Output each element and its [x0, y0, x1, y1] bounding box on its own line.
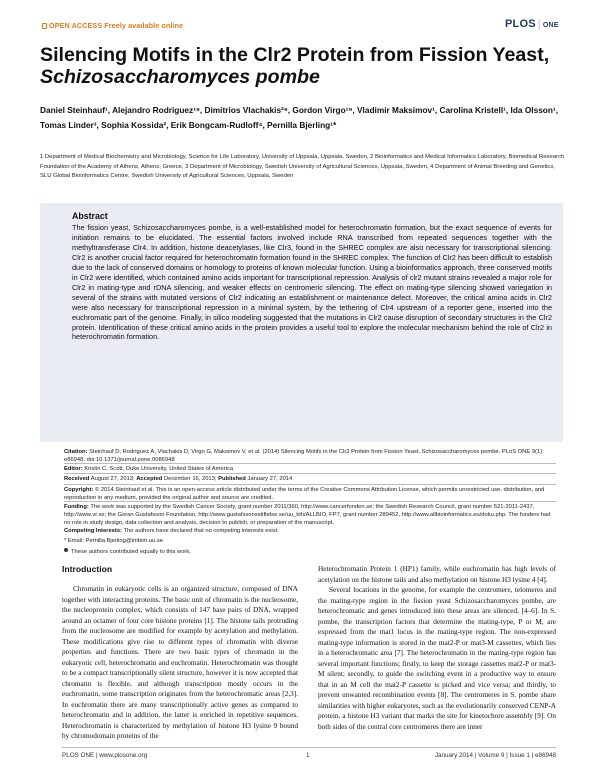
footer-journal[interactable]: PLOS ONE | www.plosone.org	[62, 752, 148, 759]
email[interactable]: * Email: Pernilla.Bjerling@imbim.uu.se	[64, 538, 163, 544]
bullet-icon	[64, 548, 68, 552]
footer-page-number: 1	[306, 752, 310, 759]
intro-left-column: Chromatin in eukaryotic cells is an organized structure, composed of DNA together with interacting proteins. The basic unit of chromatin is the nucleosome, the nucleoprotein complex, which consists of 147 base pairs of DNA, wrapped around an octamer of four core histone proteins [1]. The histone tails protruding from the nucleosome are modified for example by acetylation and methylation. These modifications give rise to different types of chromatin with diverse properties and functions. There are two basic types of chromatin in the eukaryotic cell, heterochromatin and euchromatin. Heterochromatin was thought to be a compact transcriptionally silent structure, however it is now accepted that chromatin is flexible, and although transcription mostly occurs in the euchromatin, some transcription originates from the heterochromatic areas [2,3]. In euchromatin there are many transcriptionally active genes as compared to heterochromatin and in addition, the latter is enriched in repetitive sequences. Heterochromatin is characterized by methylation of histone H3 lysine 9 bound by chromodomain proteins of the	[62, 585, 298, 741]
plos-one-logo[interactable]: PLOS | ONE	[505, 18, 559, 30]
title-species: Schizosaccharomyces pombe	[40, 66, 320, 88]
competing-interests: Competing Interests: The authors have declared that no competing interests exist.	[64, 528, 279, 534]
funding: Funding: The work was supported by the Swedish Cancer Society, grant number 2011/360, http://www.cancerfonden.se; the Swedish Research Council, grant number 521-2011-2437, http://www.vr.se; the Goran Gustafsson Foundation, http://www.gustafssonsstiftelse.se/uu_kth/ALLBIO, FP7, grant number 289452, http://www.allbioinformatics.eu/doku.php. The funders had no role in study design, data collection and analysis, decision to publish, or preparation of the manuscript.	[64, 504, 551, 527]
page-footer	[62, 752, 556, 766]
title-main: Silencing Motifs in the Clr2 Protein from Fission Yeast,	[40, 44, 550, 66]
dates: Received August 27, 2013; Accepted December 16, 2013; Published January 27, 2014	[64, 476, 293, 482]
introduction-heading: Introduction	[62, 564, 113, 575]
article-title	[40, 44, 560, 88]
equal-contribution: These authors contributed equally to this work.	[64, 548, 556, 556]
abstract-text: The fission yeast, Schizosaccharomyces pombe, is a well-established model for heterochromatin formation, but the exact sequence of events for initiation remains to be elucidated. The essential factors involved include RNA transcribed from repeated sequences together with the methyltransferase Clr4. In addition, histone deacetylases, like Clr3, found in the SHREC complex are also necessary for transcriptional silencing. Clr2 is another crucial factor required for heterochromatin formation found in the SHREC complex. The function of Clr2 has been difficult to establish due to the lack of conserved domains or homology to proteins of known molecular function. Using a bioinformatics approach, three conserved motifs in Clr2 were identified, which contained amino acids important for transcriptional repression. Analysis of clr2 mutant strains revealed a major role for Clr2 in mating-type and rDNA silencing, and weaker effects on centromeric silencing. The effect on mating-type silencing showed variegation in several of the strains with mutated versions of Clr2 indicating an establishment or maintenance defect. Moreover, the critical amino acids in Clr2 were also necessary for transcriptional repression in a minimal system, by the tethering of Clr4 upstream of a reporter gene, inserted into the euchromatic part of the genome. Finally, in silico modeling suggested that the mutations in Clr2 cause disruption of secondary structures in the Clr2 protein. Identification of these critical amino acids in the protein provides a useful tool to explore the molecular mechanism behind the role of Clr2 in heterochromatin formation.	[72, 223, 552, 342]
footer-issue: January 2014 | Volume 9 | Issue 1 | e86948	[434, 752, 556, 759]
author-list: Daniel Steinhauf¹, Alejandro Rodriguez¹⁹, Dimitrios Vlachakis²⁹, Gordon Virgo¹⁹, Vladimir Maksimov¹, Carolina Kristell¹, Ida Olsson¹, Tomas Linder³, Sophia Kossida², Erik Bongcam-Rudloff⁴, Pernilla Bjerling¹*	[40, 105, 559, 130]
citation: Citation: Steinhauf D, Rodriguez A, Vlachakis D, Virgo G, Maksimov V, et al. (2014) Silencing Motifs in the Clr2 Protein from Fission Yeast, Schizosaccharomyces pombe. PLoS ONE 9(1): e86948. doi:10.1371/journal.pone.0086948	[64, 449, 544, 464]
intro-right-column: Heterochromatin Protein 1 (HP1) family, while euchromatin has high levels of acetylation on the histone tails and also methylation on histone H3 lysine 4 [4]. Several locations in the genome, for example the centromere, telomeres and the mating-type region in the fission yeast Schizosaccharomyces pombe, are heterochromatic and genes introduced into these areas are silenced, [4–6]. In S. pombe, the transcription factors that determine the mating-type, P or M, are expressed from the mat1 locus in the mating-type region. The non-expressed mating-type information is stored in the mat2-P or mat3-M cassettes, which lies in a heterochromatic area [7]. The heterochromatin in the mating-type region has several important functions; firstly, to keep the storage cassettes mat2-P or mat3-M silent; secondly, to guide the switching event in a productive way to ensure that in an M cell the mat2-P cassette is picked and vice versa; and thirdly, to prevent unwanted recombination events [8]. The centromeres in S. pombe share similarities with higher eukaryotes, such as the evolutionarily conserved CENP-A protein, a histone H3 variant that marks the site for kinetochore assembly [9]. On both sides of the central core centromeres there are inner	[318, 565, 556, 731]
abstract-heading: Abstract	[72, 211, 108, 221]
open-lock-icon	[42, 23, 47, 29]
editor: Editor: Kristin C. Scott, Duke University, United States of America	[64, 466, 234, 472]
copyright: Copyright: © 2014 Steinhauf et al. This is an open-access article distributed under the terms of the Creative Commons Attribution License, which permits unrestricted use, distribution, and reproduction in any medium, provided the original author and source are credited.	[64, 487, 545, 502]
affiliations: 1 Department of Medical Biochemistry and Microbiology, Science for Life Laboratory, University of Uppsala, Uppsala, Sweden, 2 Bioinformatics and Medical Informatics Laboratory, Biomedical Research Foundation of the Academy of Athens, Athens, Greece, 3 Department of Microbiology, Swedish University of Agricultural Sciences, Uppsala, Sweden, 4 Department of Animal Breeding and Genetics, SLU Global Bioinformatics Centre, Swedish University of Agricultural Sciences, Uppsala, Sweden	[40, 154, 565, 179]
open-access-label: OPEN ACCESS Freely available online	[42, 21, 183, 30]
